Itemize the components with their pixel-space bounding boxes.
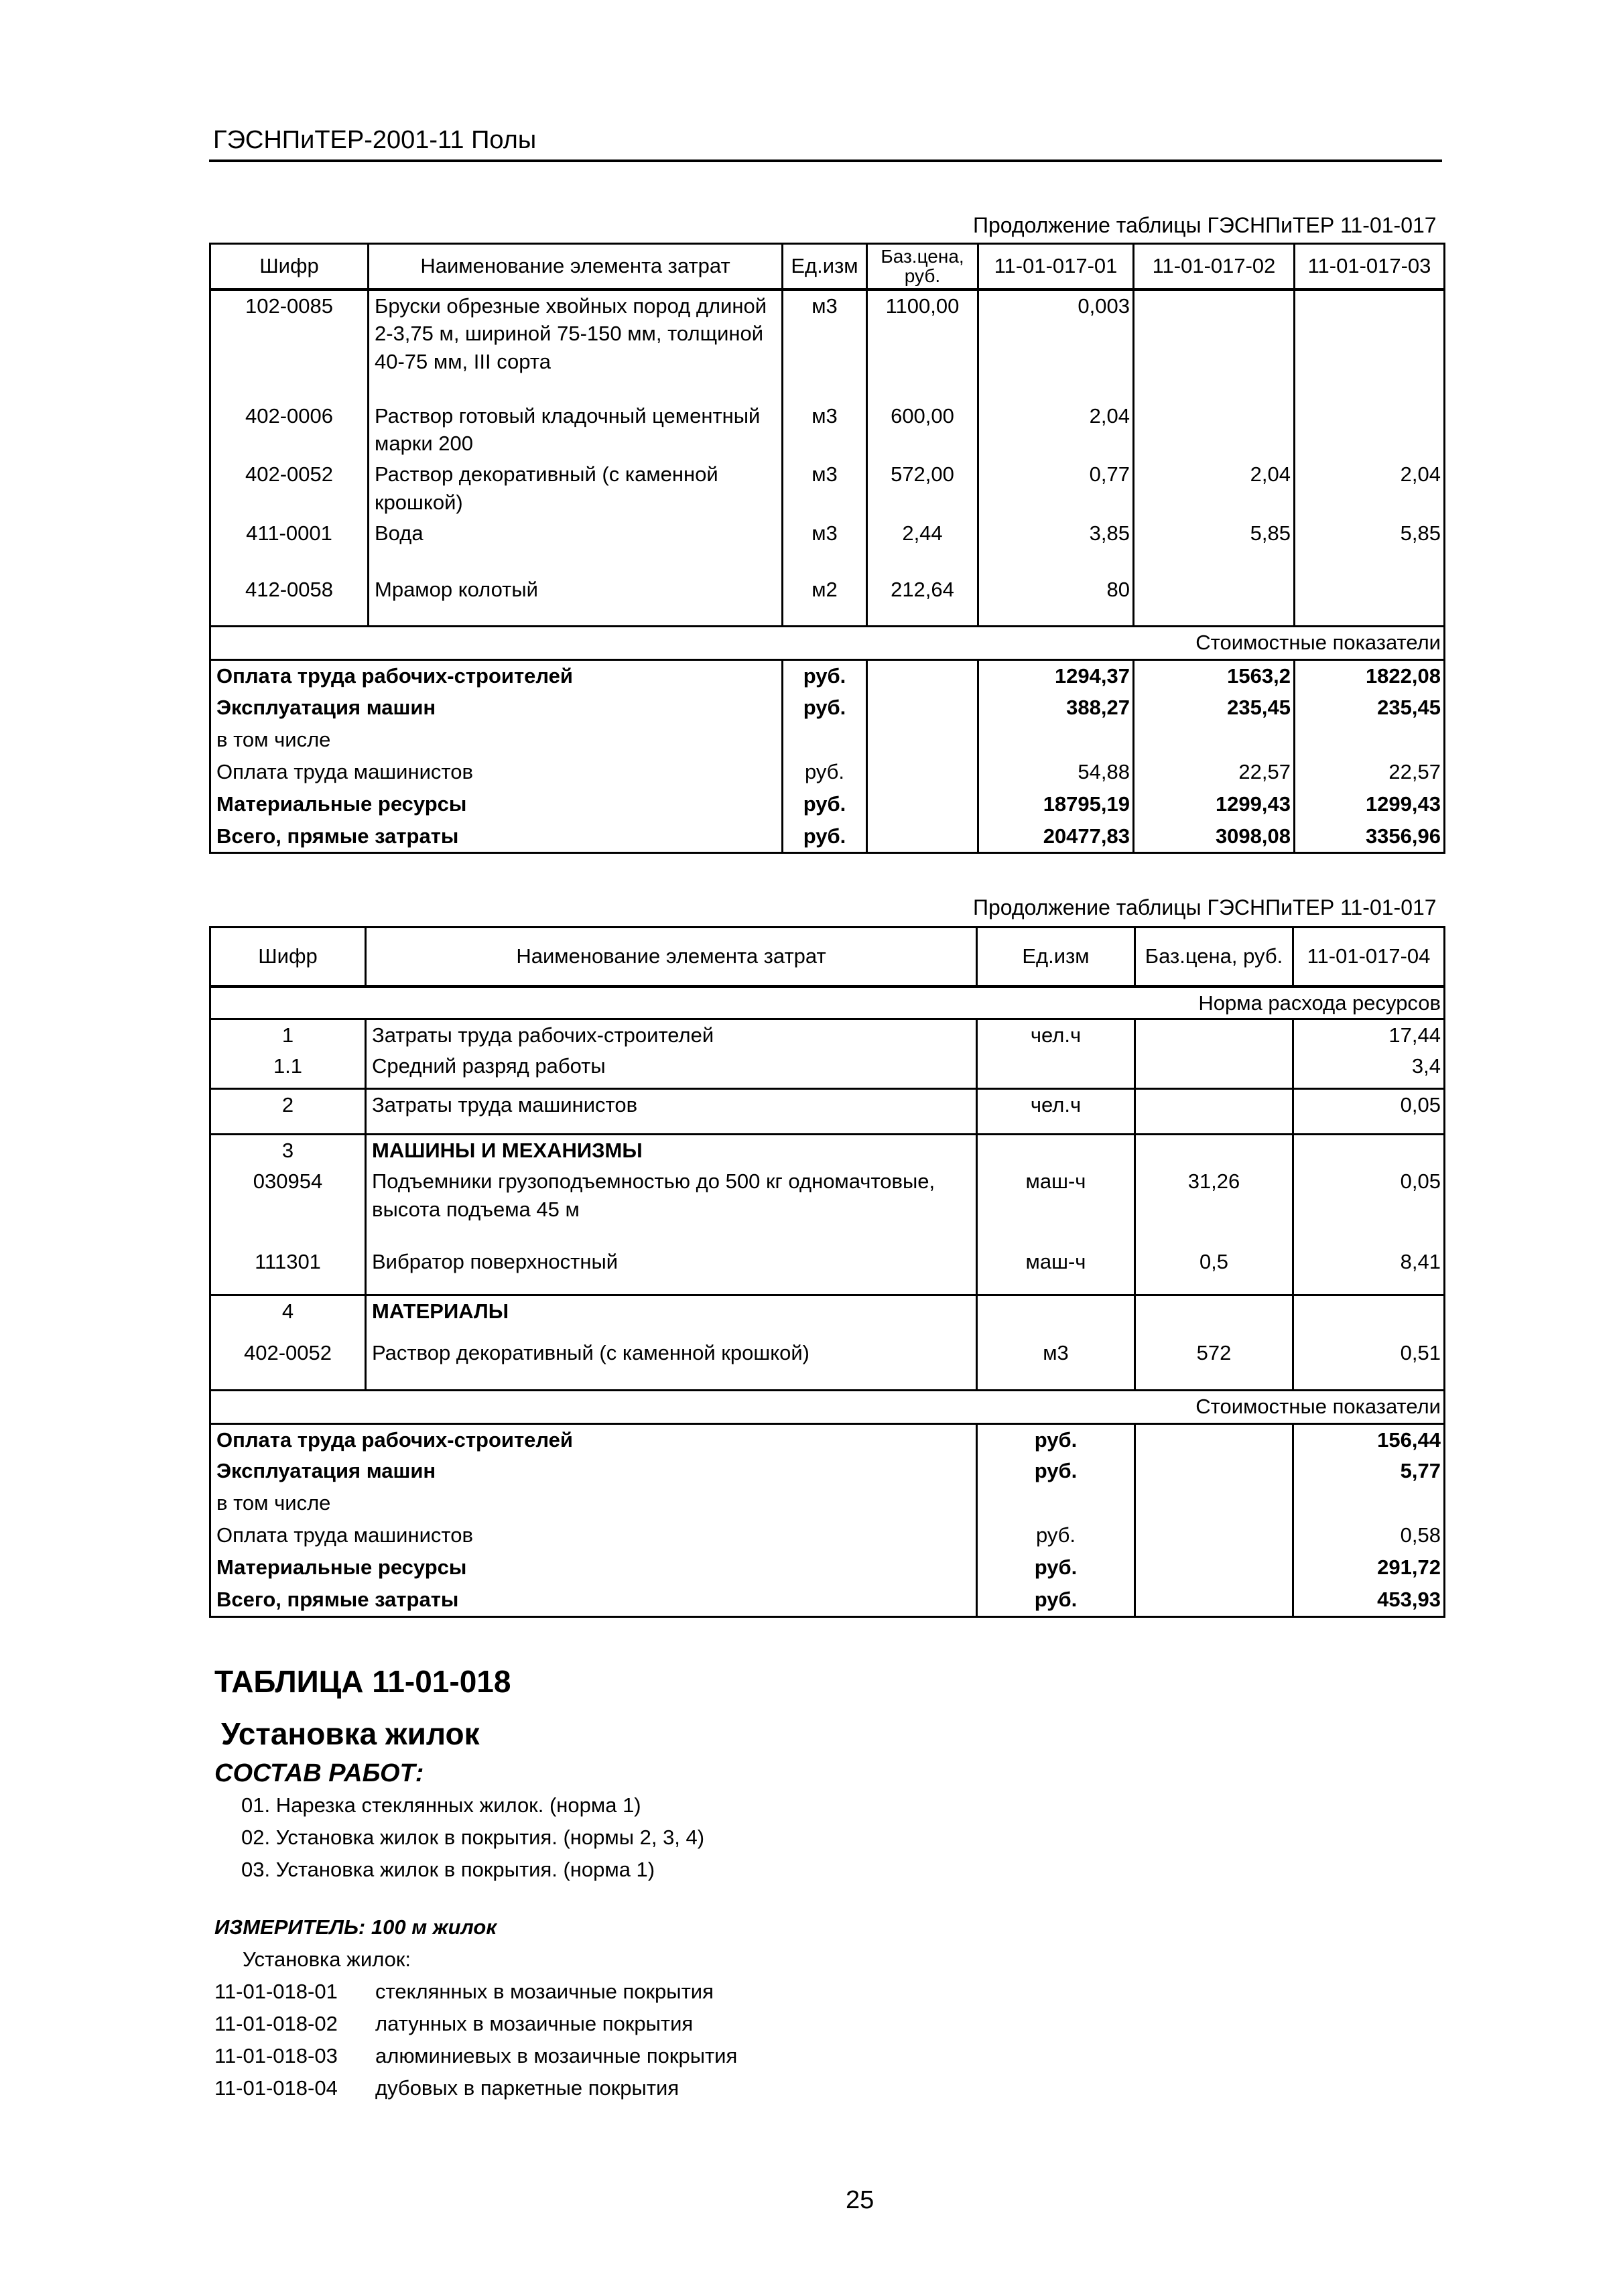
resource-unit: маш-ч	[977, 1247, 1135, 1295]
table2-continuation-label: Продолжение таблицы ГЭСНПиТЕР 11-01-017	[973, 895, 1437, 919]
cost-price-empty	[867, 724, 978, 757]
table1	[209, 243, 1445, 854]
resource-price: 31,26	[1135, 1166, 1293, 1247]
table-row	[210, 1088, 1445, 1134]
norm-code: 11-01-018-02	[214, 2012, 338, 2035]
cost-name: Эксплуатация машин	[210, 692, 783, 724]
cost-017-04: 5,77	[1293, 1456, 1445, 1488]
resource-unit	[977, 1134, 1135, 1166]
cost-indicators-row	[210, 627, 1445, 660]
table-row	[210, 1051, 1445, 1088]
cost-price-empty	[1135, 1423, 1293, 1456]
cost-017-01: 388,27	[978, 692, 1134, 724]
norm-code: 11-01-018-04	[214, 2076, 338, 2100]
table-row	[210, 692, 1445, 724]
value-017-03	[1295, 290, 1445, 401]
value-017-03: 2,04	[1295, 459, 1445, 518]
resource-unit	[977, 1295, 1135, 1338]
list-item	[214, 1980, 714, 2004]
norm-code: 11-01-018-01	[214, 1980, 338, 2003]
value-017-01: 0,003	[978, 290, 1134, 401]
cost-unit: руб.	[783, 692, 867, 724]
cost-price-empty	[867, 660, 978, 692]
resource-price: 0,5	[1135, 1247, 1293, 1295]
value-017-02	[1134, 290, 1295, 401]
work-item: 02. Установка жилок в покрытия. (нормы 2, 3, 4)	[241, 1826, 705, 1849]
resource-code: 412-0058	[210, 574, 369, 627]
resource-code: 411-0001	[210, 518, 369, 574]
resource-name: Средний разряд работы	[366, 1051, 977, 1088]
resource-code: 030954	[210, 1166, 366, 1247]
cost-name: в том числе	[210, 724, 783, 757]
section-name: МАШИНЫ И МЕХАНИЗМЫ	[366, 1134, 977, 1166]
value-017-04	[1293, 1295, 1445, 1338]
table-row	[210, 459, 1445, 518]
cost-017-02: 3098,08	[1134, 821, 1295, 853]
resource-name: Подъемники грузоподъемностью до 500 кг одномачтовые, высота подъема 45 м	[366, 1166, 977, 1247]
value-017-03: 5,85	[1295, 518, 1445, 574]
resource-code: 1	[210, 1019, 366, 1051]
cost-name: Оплата труда рабочих-строителей	[210, 1423, 977, 1456]
resource-name: Раствор готовый кладочный цементный марки 200	[369, 401, 783, 460]
value-017-04: 17,44	[1293, 1019, 1445, 1051]
resource-unit: м3	[783, 290, 867, 401]
cost-price-empty	[1135, 1488, 1293, 1520]
resource-unit: м3	[783, 518, 867, 574]
cost-unit: руб.	[977, 1584, 1135, 1616]
col-header-017-02: 11-01-017-02	[1134, 244, 1295, 290]
resource-unit: чел.ч	[977, 1088, 1135, 1134]
resource-code: 1.1	[210, 1051, 366, 1088]
table-row	[210, 1552, 1445, 1584]
resource-price	[1135, 1088, 1293, 1134]
resource-code: 111301	[210, 1247, 366, 1295]
resource-unit	[977, 1051, 1135, 1088]
value-017-02	[1134, 574, 1295, 627]
cost-price-empty	[1135, 1520, 1293, 1552]
table2-header-row	[210, 928, 1445, 986]
table-row	[210, 1166, 1445, 1247]
resource-unit: м3	[783, 459, 867, 518]
resource-price: 600,00	[867, 401, 978, 460]
resource-price: 1100,00	[867, 290, 978, 401]
resource-name: Затраты труда машинистов	[366, 1088, 977, 1134]
cost-price-empty	[1135, 1584, 1293, 1616]
col-header-017-03: 11-01-017-03	[1295, 244, 1445, 290]
col-header-code: Шифр	[210, 928, 366, 986]
table-row	[210, 574, 1445, 627]
cost-name: Материальные ресурсы	[210, 789, 783, 821]
resource-price: 2,44	[867, 518, 978, 574]
col-header-price: Баз.цена, руб.	[1135, 928, 1293, 986]
norm-label: стеклянных в мозаичные покрытия	[375, 1980, 714, 2003]
table-row	[210, 789, 1445, 821]
cost-017-01: 1294,37	[978, 660, 1134, 692]
table2	[209, 926, 1445, 1618]
cost-017-01: 18795,19	[978, 789, 1134, 821]
cost-017-03: 1822,08	[1295, 660, 1445, 692]
norm-label-row	[210, 986, 1445, 1019]
table-row	[210, 1247, 1445, 1295]
cost-price-empty	[867, 692, 978, 724]
section-code: 4	[210, 1295, 366, 1338]
resource-price	[1135, 1019, 1293, 1051]
cost-017-03: 22,57	[1295, 757, 1445, 789]
resource-code: 402-0052	[210, 1338, 366, 1390]
section-subtitle: Установка жилок	[221, 1716, 480, 1751]
header-divider	[209, 160, 1442, 162]
value-017-03	[1295, 401, 1445, 460]
resource-name: Раствор декоративный (с каменной крошкой)	[369, 459, 783, 518]
col-header-017-01: 11-01-017-01	[978, 244, 1134, 290]
col-header-unit: Ед.изм	[783, 244, 867, 290]
resource-name: Вода	[369, 518, 783, 574]
cost-017-02: 22,57	[1134, 757, 1295, 789]
value-017-01: 2,04	[978, 401, 1134, 460]
cost-017-01: 20477,83	[978, 821, 1134, 853]
install-label: Установка жилок:	[243, 1948, 411, 1971]
table1-header-row	[210, 244, 1445, 290]
table-row	[210, 724, 1445, 757]
cost-unit: руб.	[783, 821, 867, 853]
value-017-03	[1295, 574, 1445, 627]
table-row	[210, 1295, 1445, 1338]
table-row	[210, 1488, 1445, 1520]
resource-price: 572	[1135, 1338, 1293, 1390]
cost-name: Всего, прямые затраты	[210, 1584, 977, 1616]
cost-017-02	[1134, 724, 1295, 757]
table-row	[210, 1520, 1445, 1552]
value-017-02	[1134, 401, 1295, 460]
page-number: 25	[846, 2186, 874, 2214]
table-row	[210, 660, 1445, 692]
cost-name: в том числе	[210, 1488, 977, 1520]
cost-name: Оплата труда рабочих-строителей	[210, 660, 783, 692]
resource-code: 402-0052	[210, 459, 369, 518]
resource-code: 402-0006	[210, 401, 369, 460]
cost-name: Оплата труда машинистов	[210, 757, 783, 789]
norm-code: 11-01-018-03	[214, 2044, 338, 2067]
value-017-04: 0,05	[1293, 1166, 1445, 1247]
table-row	[210, 1019, 1445, 1051]
cost-unit: руб.	[783, 757, 867, 789]
cost-017-01: 54,88	[978, 757, 1134, 789]
cost-017-03: 3356,96	[1295, 821, 1445, 853]
resource-code: 2	[210, 1088, 366, 1134]
table-row	[210, 1338, 1445, 1390]
works-heading: СОСТАВ РАБОТ:	[214, 1759, 424, 1787]
table-row	[210, 821, 1445, 853]
resource-unit: маш-ч	[977, 1166, 1135, 1247]
resource-name: Вибратор поверхностный	[366, 1247, 977, 1295]
value-017-02: 2,04	[1134, 459, 1295, 518]
resource-price	[1135, 1295, 1293, 1338]
cost-unit: руб.	[783, 789, 867, 821]
cost-price-empty	[867, 757, 978, 789]
table-row	[210, 1584, 1445, 1616]
work-item: 03. Установка жилок в покрытия. (норма 1)	[241, 1858, 655, 1881]
list-item	[214, 2044, 737, 2068]
section-code: 3	[210, 1134, 366, 1166]
cost-017-04: 291,72	[1293, 1552, 1445, 1584]
table-row	[210, 1134, 1445, 1166]
cost-unit: руб.	[977, 1520, 1135, 1552]
list-item	[214, 2012, 693, 2036]
cost-price-empty	[1135, 1456, 1293, 1488]
cost-name: Оплата труда машинистов	[210, 1520, 977, 1552]
cost-name: Всего, прямые затраты	[210, 821, 783, 853]
value-017-01: 3,85	[978, 518, 1134, 574]
table-row	[210, 1456, 1445, 1488]
col-header-name: Наименование элемента затрат	[369, 244, 783, 290]
resource-name: Бруски обрезные хвойных пород длиной 2-3,75 м, шириной 75-150 мм, толщиной 40-75 мм, III сорта	[369, 290, 783, 401]
cost-017-01	[978, 724, 1134, 757]
value-017-04: 0,05	[1293, 1088, 1445, 1134]
cost-017-02: 235,45	[1134, 692, 1295, 724]
cost-017-04: 0,58	[1293, 1520, 1445, 1552]
measure-unit: ИЗМЕРИТЕЛЬ: 100 м жилок	[214, 1915, 497, 1939]
cost-017-03: 235,45	[1295, 692, 1445, 724]
cost-unit	[783, 724, 867, 757]
table-row	[210, 1423, 1445, 1456]
resource-name: Раствор декоративный (с каменной крошкой)	[366, 1338, 977, 1390]
cost-017-04: 453,93	[1293, 1584, 1445, 1616]
page-header-title: ГЭСНПиТЕР-2001-11 Полы	[213, 126, 537, 154]
cost-indicators-label: Стоимостные показатели	[210, 627, 1445, 660]
col-header-017-04: 11-01-017-04	[1293, 928, 1445, 986]
table1-continuation-label: Продолжение таблицы ГЭСНПиТЕР 11-01-017	[973, 213, 1437, 237]
cost-price-empty	[1135, 1552, 1293, 1584]
norm-label: дубовых в паркетные покрытия	[375, 2076, 679, 2100]
norm-label: латунных в мозаичные покрытия	[375, 2012, 694, 2035]
resource-price	[1135, 1134, 1293, 1166]
value-017-01: 80	[978, 574, 1134, 627]
cost-name: Материальные ресурсы	[210, 1552, 977, 1584]
cost-017-04: 156,44	[1293, 1423, 1445, 1456]
table-row	[210, 290, 1445, 401]
cost-name: Эксплуатация машин	[210, 1456, 977, 1488]
resource-unit: м3	[783, 401, 867, 460]
value-017-04: 3,4	[1293, 1051, 1445, 1088]
value-017-04: 8,41	[1293, 1247, 1445, 1295]
resource-unit: м2	[783, 574, 867, 627]
section-name: МАТЕРИАЛЫ	[366, 1295, 977, 1338]
resource-unit: м3	[977, 1338, 1135, 1390]
section-table-title: ТАБЛИЦА 11-01-018	[214, 1664, 511, 1699]
cost-017-02: 1299,43	[1134, 789, 1295, 821]
cost-unit: руб.	[977, 1423, 1135, 1456]
cost-indicators-row	[210, 1390, 1445, 1423]
value-017-04: 0,51	[1293, 1338, 1445, 1390]
col-header-unit: Ед.изм	[977, 928, 1135, 986]
norm-label: Норма расхода ресурсов	[210, 986, 1445, 1019]
cost-indicators-label: Стоимостные показатели	[210, 1390, 1445, 1423]
table-row	[210, 757, 1445, 789]
col-header-code: Шифр	[210, 244, 369, 290]
cost-price-empty	[867, 821, 978, 853]
cost-017-02: 1563,2	[1134, 660, 1295, 692]
resource-name: Мрамор колотый	[369, 574, 783, 627]
value-017-02: 5,85	[1134, 518, 1295, 574]
resource-code: 102-0085	[210, 290, 369, 401]
list-item	[214, 2076, 679, 2100]
value-017-01: 0,77	[978, 459, 1134, 518]
cost-unit: руб.	[977, 1552, 1135, 1584]
cost-unit: руб.	[783, 660, 867, 692]
table-row	[210, 401, 1445, 460]
cost-017-03	[1295, 724, 1445, 757]
col-header-name: Наименование элемента затрат	[366, 928, 977, 986]
resource-price: 212,64	[867, 574, 978, 627]
value-017-04	[1293, 1134, 1445, 1166]
resource-unit: чел.ч	[977, 1019, 1135, 1051]
cost-017-04	[1293, 1488, 1445, 1520]
col-header-price: Баз.цена, руб.	[867, 244, 978, 290]
table-row	[210, 518, 1445, 574]
cost-017-03: 1299,43	[1295, 789, 1445, 821]
norm-label: алюминиевых в мозаичные покрытия	[375, 2044, 738, 2067]
resource-price	[1135, 1051, 1293, 1088]
cost-price-empty	[867, 789, 978, 821]
work-item: 01. Нарезка стеклянных жилок. (норма 1)	[241, 1793, 641, 1817]
cost-unit: руб.	[977, 1456, 1135, 1488]
cost-unit	[977, 1488, 1135, 1520]
resource-price: 572,00	[867, 459, 978, 518]
resource-name: Затраты труда рабочих-строителей	[366, 1019, 977, 1051]
